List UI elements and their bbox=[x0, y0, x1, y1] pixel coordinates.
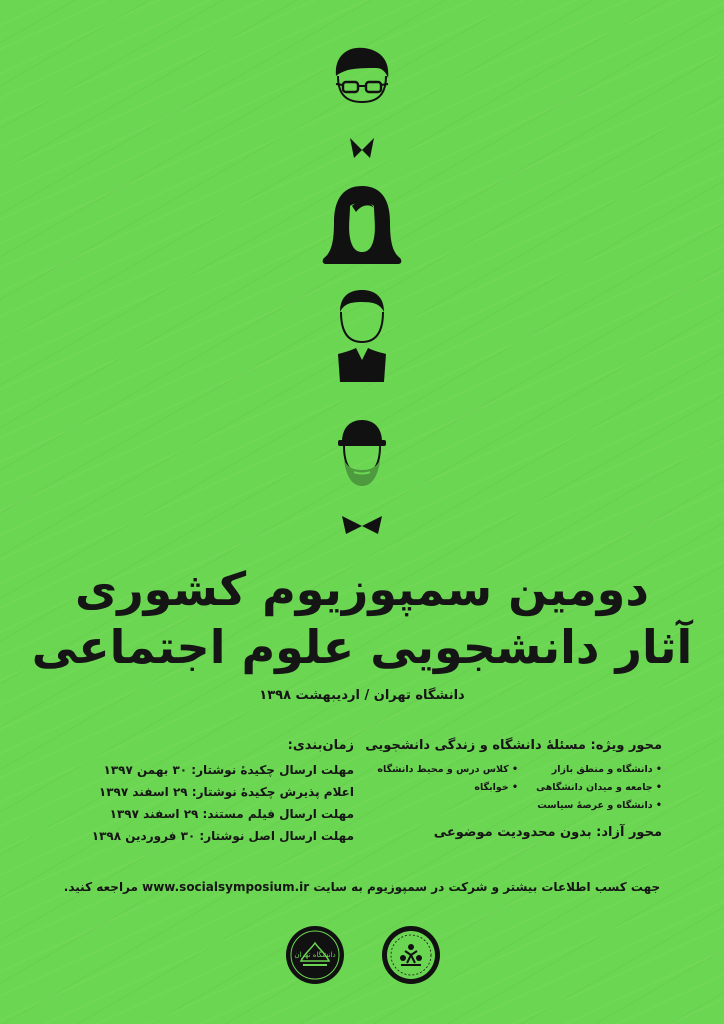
university-of-tehran-logo bbox=[285, 925, 345, 985]
special-topic-heading: محور ویژه: مسئلهٔ دانشگاه و زندگی دانشجویی bbox=[365, 738, 662, 753]
timeline-item: مهلت ارسال فیلم مستند: ۲۹ اسفند ۱۳۹۷ bbox=[109, 807, 354, 821]
venue-date: دانشگاه تهران / اردیبهشت ۱۳۹۸ bbox=[259, 688, 465, 703]
man-with-glasses-icon bbox=[330, 46, 394, 166]
timeline-item: مهلت ارسال اصل نوشتار: ۳۰ فروردین ۱۳۹۸ bbox=[91, 829, 354, 843]
woman-with-hijab-icon bbox=[320, 182, 404, 286]
topic-item: • دانشگاه و منطق بازار bbox=[536, 761, 662, 779]
topic-columns bbox=[372, 761, 662, 815]
topic-column-right bbox=[536, 761, 662, 815]
figures-column bbox=[312, 30, 412, 530]
topic-column-left bbox=[377, 761, 518, 815]
topic-item: • کلاس درس و محیط دانشگاه bbox=[377, 761, 518, 779]
faculty-of-social-sciences-logo bbox=[381, 925, 441, 985]
man-with-cap-icon bbox=[330, 416, 394, 540]
title-line-1: دومین سمپوزیوم کشوری bbox=[75, 562, 649, 616]
more-info-text: جهت کسب اطلاعات بیشتر و شرکت در سمپوزیوم به سایت www.socialsymposium.ir مراجعه کنید. bbox=[63, 880, 661, 894]
topic-item: • جامعه و میدان دانشگاهی bbox=[536, 779, 662, 797]
topic-item: • دانشگاه و عرصهٔ سیاست bbox=[536, 797, 662, 815]
logos bbox=[285, 925, 445, 995]
topic-item: • خوابگاه bbox=[377, 779, 518, 797]
svg-text:دانشگاه تهران: دانشگاه تهران bbox=[294, 951, 336, 959]
timeline-section bbox=[54, 738, 354, 847]
man-icon bbox=[334, 288, 390, 388]
timeline-item: مهلت ارسال چکیدهٔ نوشتار: ۳۰ بهمن ۱۳۹۷ bbox=[103, 763, 354, 777]
topics-section bbox=[365, 738, 662, 840]
timeline-heading: زمان‌بندی: bbox=[287, 738, 354, 753]
poster-title bbox=[30, 560, 694, 676]
free-topic: محور آزاد: بدون محدودیت موضوعی bbox=[433, 825, 662, 840]
timeline-item: اعلام پذیرش چکیدهٔ نوشتار: ۲۹ اسفند ۱۳۹۷ bbox=[98, 785, 354, 799]
title-line-2: آثار دانشجویی علوم اجتماعی bbox=[31, 620, 693, 674]
